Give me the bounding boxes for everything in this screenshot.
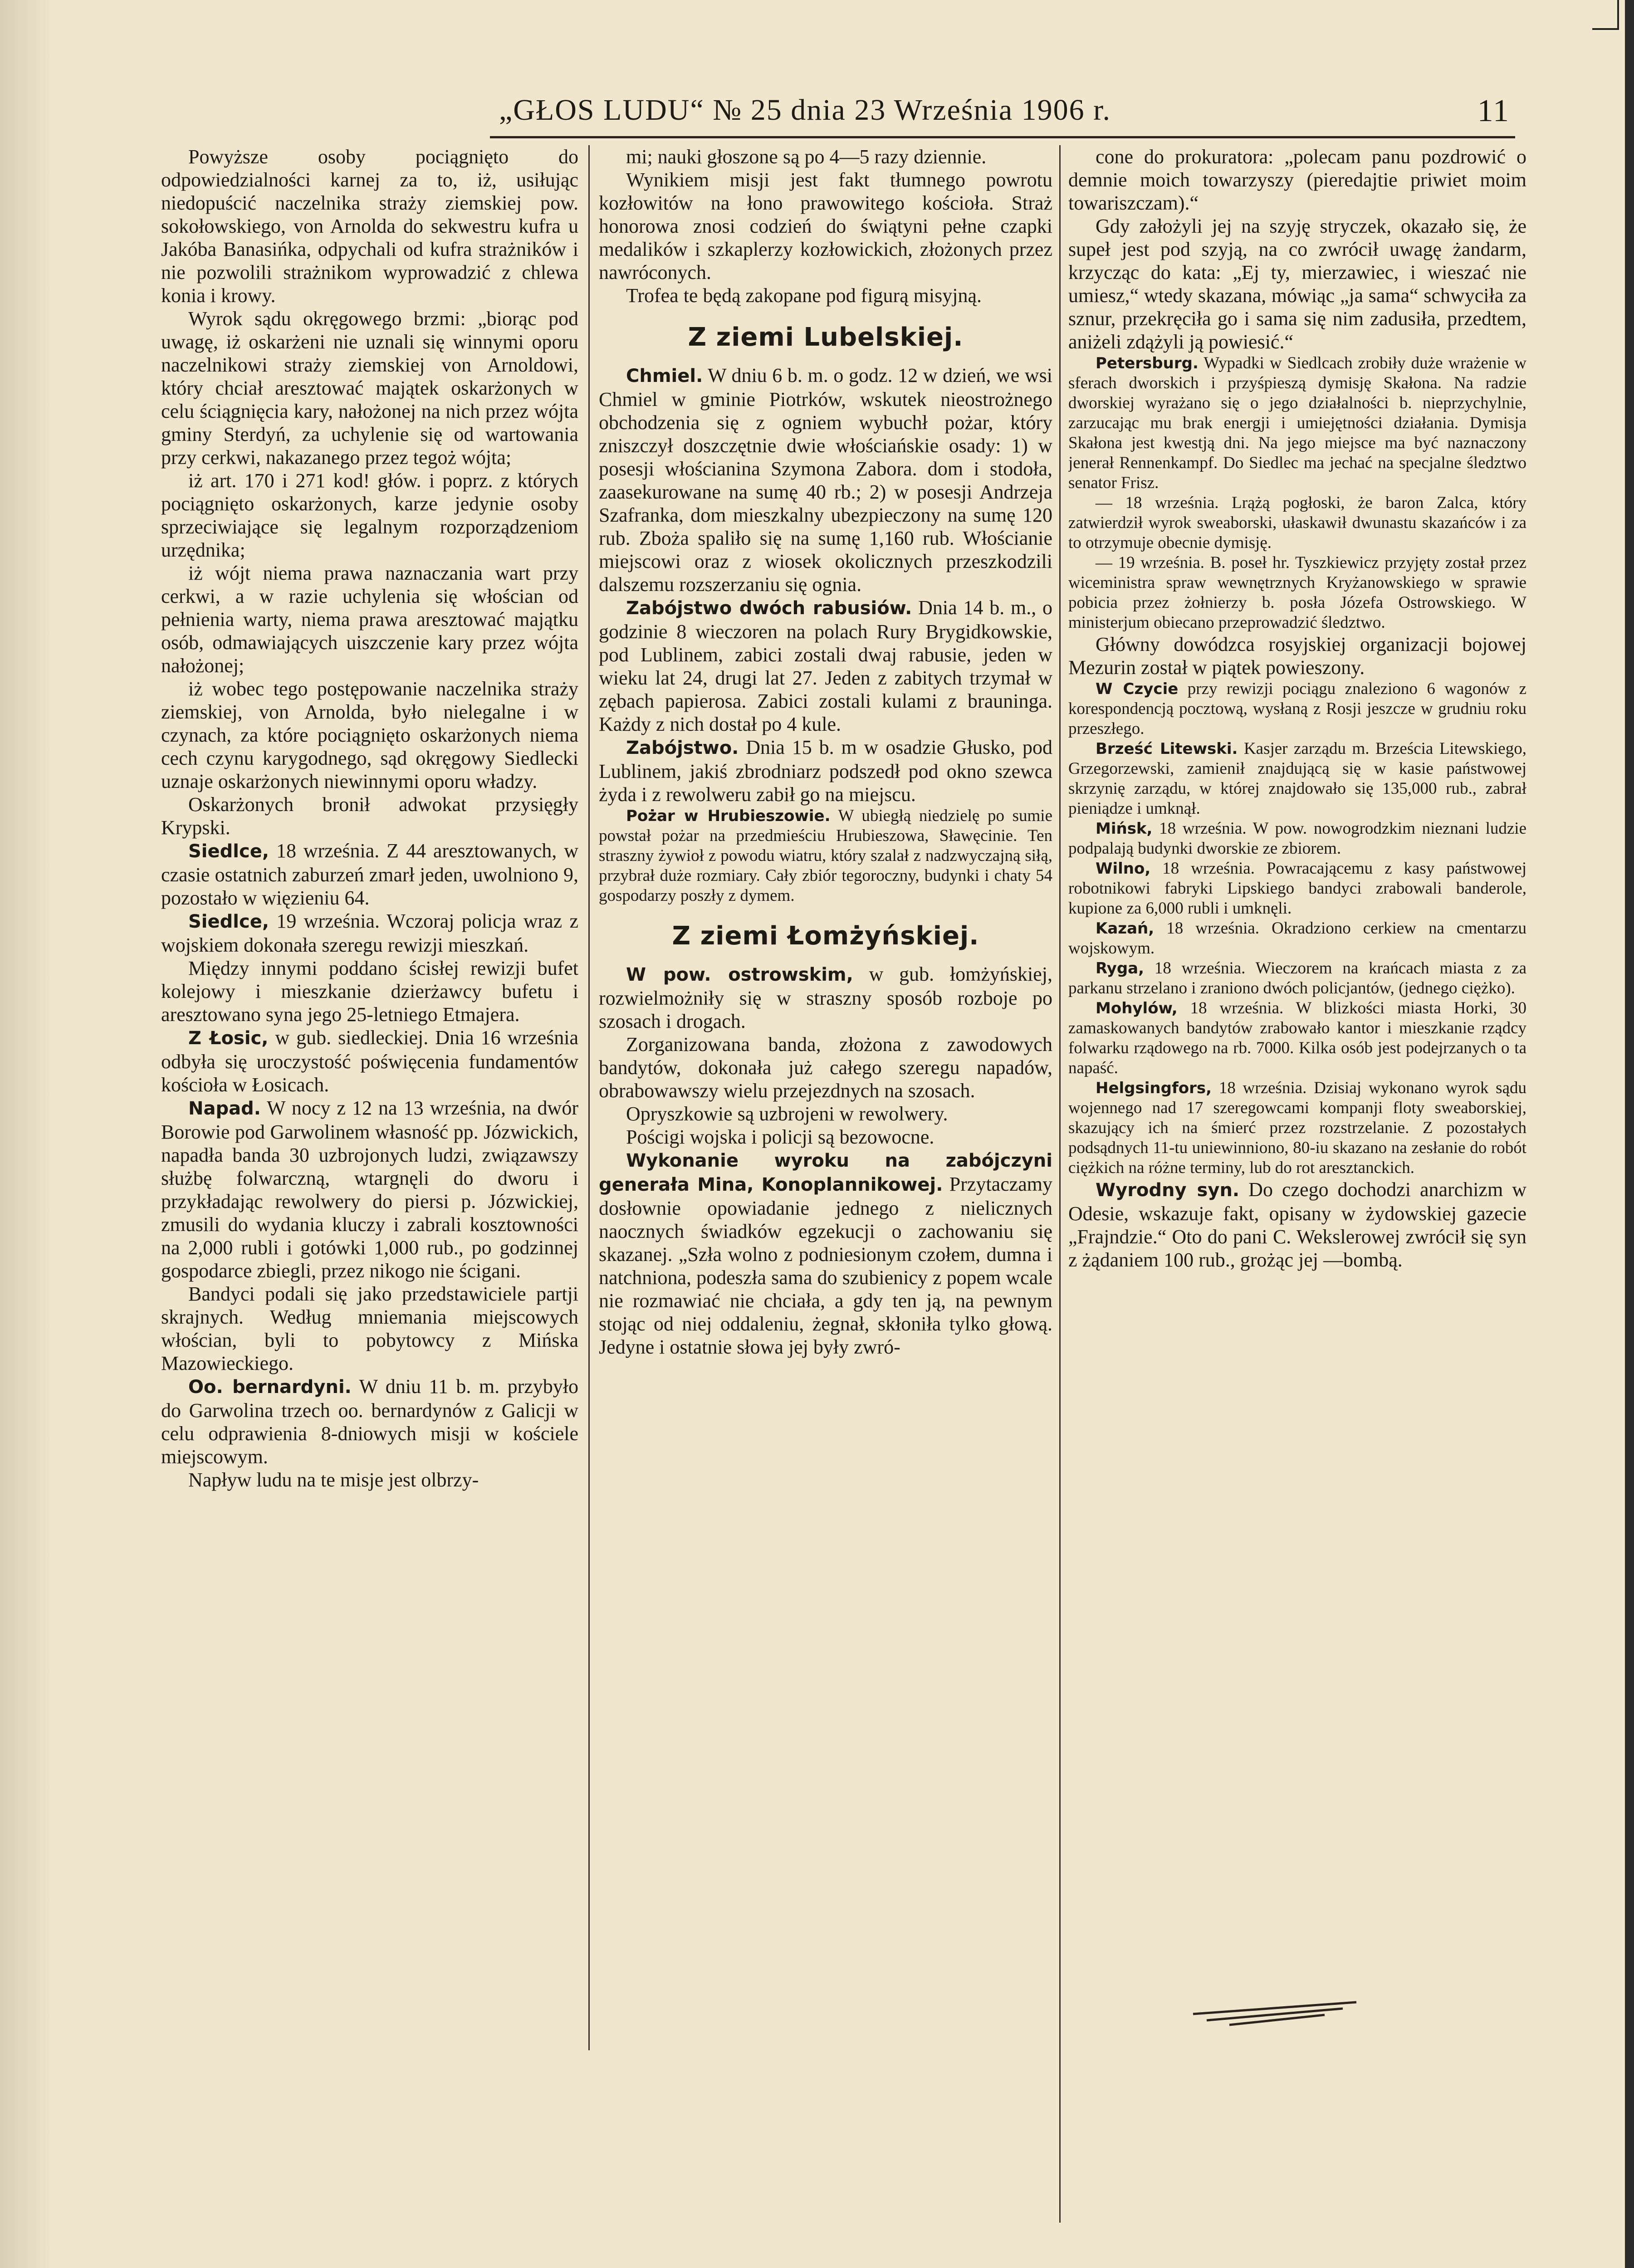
article-text: przy rewizji pociągu znaleziono 6 wagonów z korespondencją pocztową, wysłaną z Rosji jeszcze w grudniu roku przeszłego. xyxy=(1068,679,1526,738)
article-text: Zorganizowana banda, złożona z zawodowych bandytów, dokonała już całego szeregu napadów, obrabowawszy wielu przejezdnych na szosach. xyxy=(599,1033,1052,1102)
article-paragraph xyxy=(1068,819,1526,859)
article-lead: W pow. ostrowskim, xyxy=(626,964,853,985)
article-text: 18 września. Wieczorem na krańcach miasta z za parkanu strzelano i zraniono dwóch policjantów, (jednego ciężko). xyxy=(1068,959,1526,997)
closing-ornament xyxy=(1189,1996,1361,2028)
article-text: 18 września. Okradziono cerkiew na cmentarzu wojskowym. xyxy=(1068,919,1526,958)
header-title: „GŁOS LUDU“ № 25 dnia 23 Września 1906 r. xyxy=(499,93,1111,127)
article-paragraph xyxy=(1068,353,1526,493)
article-text: Napływ ludu na te misje jest olbrzy- xyxy=(188,1469,479,1491)
article-text: W nocy z 12 na 13 września, na dwór Borowie pod Garwolinem własność pp. Józwickich, napadła banda 30 uzbrojonych ludzi, związawszy służbę folwarczną, wtargnęli do dworu i przykładając rewolwery do piersi p. Józwickiej, zmusili do wydania kluczy i zabrali kosztowności na 2,000 rubli i gotówki 1,000 rub., po godzinnej gospodarce zbiegli, przez nikogo nie ścigani. xyxy=(161,1097,578,1282)
article-lead: Siedlce, xyxy=(188,841,269,862)
column-rule-2 xyxy=(1059,145,1061,2223)
article-paragraph xyxy=(599,596,1052,736)
article-paragraph xyxy=(161,145,578,307)
column-3 xyxy=(1068,145,1526,2223)
article-paragraph xyxy=(161,839,578,909)
article-paragraph xyxy=(161,793,578,839)
binding-shadow xyxy=(0,0,50,2268)
article-paragraph xyxy=(161,1026,578,1096)
article-paragraph xyxy=(1068,1078,1526,1178)
article-text: Gdy założyli jej na szyję stryczek, okazało się, że supeł jest pod szyją, na co zwrócił uwagę żandarm, krzycząc do kata: „Ej ty, mierzawiec, i wieszać nie umiesz,“ wtedy skazana, mówiąc „ja sama“ schwyciła za sznur, przekręciła go i sama się nim zadusiła, przedtem, aniżeli zdążyli ją powiesić.“ xyxy=(1068,215,1526,353)
article-text: W dniu 11 b. m. przybyło do Garwolina trzech oo. bernardynów z Galicji w celu odprawienia 8-dniowych misji w kościele miejscowym. xyxy=(161,1375,578,1468)
article-lead: Mohylów, xyxy=(1096,999,1178,1017)
article-paragraph xyxy=(161,1375,578,1468)
article-paragraph xyxy=(161,1096,578,1282)
article-paragraph xyxy=(599,1102,1052,1125)
article-paragraph xyxy=(599,145,1052,168)
article-paragraph xyxy=(1068,919,1526,958)
article-lead: Mińsk, xyxy=(1096,820,1153,838)
article-lead: Petersburg. xyxy=(1096,354,1199,372)
article-text: 18 września. Dzisiaj wykonano wyrok sądu wojennego nad 17 szeregowcami kompanji floty sweaborskiej, skazujący ich na śmierć przez rozstrzelanie. Z pozostałych podsądnych 11-tu uniewinniono, 80-iu skazano na zesłanie do robót ciężkich na różne terminy, lub do rot aresztanckich. xyxy=(1068,1079,1526,1177)
article-text: 18 września. W pow. nowogrodzkim nieznani ludzie podpalają budynki dworskie ze zbiorem. xyxy=(1068,819,1526,858)
article-text: Trofea te będą zakopane pod figurą misyjną. xyxy=(626,284,982,307)
article-text: — 19 września. B. poseł hr. Tyszkiewicz przyjęty został przez wiceministra spraw wewnętrznych Kryżanowskiego w sprawie pobicia przez żołnierzy b. posła Józefa Ostrowskiego. W ministerjum obiecano przeprowadzić śledztwo. xyxy=(1068,553,1526,632)
article-text: iż wójt niema prawa naznaczania wart przy cerkwi, a w razie uchylenia się włościan od pełnienia warty, niema prawa aresztować majątku osób, odmawiających uiszczenie kary przez wójta nałożonej; xyxy=(161,562,578,677)
article-lead: W Czycie xyxy=(1096,680,1179,698)
article-paragraph xyxy=(161,909,578,957)
article-paragraph xyxy=(161,677,578,793)
article-lead: Ryga, xyxy=(1096,959,1145,978)
article-text: iż wobec tego postępowanie naczelnika straży ziemskiej, von Arnolda, było nielegalne i w czynach, za które pociągnięto oskarżonych niema cech czynu karygodnego, sąd okręgowy Siedlecki uznaje oskarżonych niewinnymi oporu władzy. xyxy=(161,678,578,792)
article-lead: Chmiel. xyxy=(626,366,703,386)
article-lead: Zabójstwo. xyxy=(626,738,739,758)
article-paragraph xyxy=(599,364,1052,596)
article-paragraph xyxy=(599,284,1052,307)
column-rule-1 xyxy=(588,145,590,2050)
article-text: 18 września. Z 44 aresztowanych, w czasie ostatnich zaburzeń zmarł jeden, uwolniono 9, pozostało w więzieniu 64. xyxy=(161,840,578,909)
article-lead: Brześć Litewski. xyxy=(1096,740,1238,758)
article-text: Powyższe osoby pociągnięto do odpowiedzialności karnej za to, iż, usiłując niedopuścić naczelnika straży ziemskiej pow. sokołowskiego, von Arnolda do sekwestru kufra u Jakóba Banasińka, odpychali od kufra strażników i nie pozwolili strażnikom wyprowadzić z chlewa konia i krowy. xyxy=(161,146,578,307)
article-text: 18 września. W blizkości miasta Horki, 30 zamaskowanych bandytów zrabowało kantor i mieszkanie rządcy folwarku rządowego na rb. 7000. Kilka osób jest podejrzanych o ta napaść. xyxy=(1068,999,1526,1077)
article-text: — 18 września. Lrążą pogłoski, że baron Zalca, który zatwierdził wyrok sweaborski, ułaskawił dwunastu skazańców i za to otrzymuje obecnie dymisję. xyxy=(1068,494,1526,552)
article-paragraph xyxy=(161,1468,578,1491)
scan-edge xyxy=(1625,0,1634,2268)
article-paragraph xyxy=(599,1125,1052,1149)
article-text: Wypadki w Siedlcach zrobiły duże wrażenie w sferach dworskich i przyśpieszą dymisję Skałona. Na radzie dworskiej wyrażano się o jego działalności b. nieprzychylnie, zarzucając mu brak energji i umiejętności działania. Dymisja Skałona jest kwestją dni. Na jego miejsce ma być naznaczony jenerał Rennenkampf. Do Siedlec ma jechać na specjalne śledztwo senator Frisz. xyxy=(1068,354,1526,492)
article-lead: Wilno, xyxy=(1096,860,1151,878)
article-paragraph xyxy=(161,307,578,469)
article-text: cone do prokuratora: „polecam panu pozdrowić o demnie moich towarzyszy (pieredajtie priwiet moim towariszczam).“ xyxy=(1068,146,1526,214)
article-text: 18 września. Powracającemu z kasy państwowej robotnikowi fabryki Lipskiego bandyci zrabowali banderole, kupione za 6,000 rubli i umknęli. xyxy=(1068,859,1526,918)
article-text: Główny dowódzca rosyjskiej organizacji bojowej Mezurin został w piątek powieszony. xyxy=(1068,633,1526,679)
article-paragraph xyxy=(1068,859,1526,919)
article-paragraph xyxy=(1068,958,1526,998)
article-paragraph xyxy=(1068,215,1526,353)
article-lead: Zabójstwo dwóch rabusiów. xyxy=(626,598,912,619)
article-paragraph xyxy=(599,1033,1052,1102)
article-text: w gub. łomżyńskiej, rozwielmożniły się w straszny sposób rozboje po szosach i drogach. xyxy=(599,963,1052,1032)
article-text: Przytaczamy dosłownie opowiadanie jednego z nielicznych naocznych świadków egzekucji o zachowaniu się skazanej. „Szła wolno z podniesionym czołem, dumna i natchniona, podeszła sama do szubienicy z popem wcale nie rozmawiać nie chciała, a gdy ten ją, na pewnym stojąc od niej oddaleniu, żegnał, skłoniła tylko głową. Jedyne i ostatnie słowa jej były zwró- xyxy=(599,1173,1052,1358)
article-paragraph xyxy=(1068,145,1526,215)
article-text: Między innymi poddano ścisłej rewizji bufet kolejowy i mieszkanie dzierżawcy bufetu i aresztowano syna jego 25-letniego Etmajera. xyxy=(161,957,578,1026)
column-2 xyxy=(599,145,1052,2223)
article-paragraph xyxy=(1068,998,1526,1078)
article-text: Wynikiem misji jest fakt tłumnego powrotu kozłowitów na łono prawowitego kościoła. Straż honorowa znosi codzień do świątyni pełne czapki medalików i szkaplerzy kozłowickich, złożonych przez nawróconych. xyxy=(599,169,1052,284)
article-lead: Oo. bernardyni. xyxy=(188,1377,352,1398)
article-text: Dnia 14 b. m., o godzinie 8 wieczoren na polach Rury Brygidkowskie, pod Lublinem, zabici zostali dwaj rabusie, jeden w wieku lat 24, drugi lat 27. Jeden z zabitych trzymał w zębach papierosa. Zabici zostali kulami z brauninga. Każdy z nich dostał po 4 kule. xyxy=(599,596,1052,735)
article-paragraph xyxy=(161,562,578,677)
article-paragraph xyxy=(599,963,1052,1033)
article-text: Oskarżonych bronił adwokat przysięgły Krypski. xyxy=(161,793,578,839)
article-lead: Siedlce, xyxy=(188,911,269,932)
article-text: mi; nauki głoszone są po 4—5 razy dziennie. xyxy=(626,146,987,168)
article-text: 19 września. Wczoraj policja wraz z wojskiem dokonała szeregu rewizji mieszkań. xyxy=(161,910,578,956)
crop-mark xyxy=(1592,0,1619,30)
page-number: 11 xyxy=(1477,93,1510,128)
article-paragraph xyxy=(161,1282,578,1375)
article-paragraph xyxy=(161,469,578,562)
article-paragraph xyxy=(1068,739,1526,819)
article-text: Pościgi wojska i policji są bezowocne. xyxy=(626,1126,934,1148)
running-header xyxy=(499,93,1542,136)
article-text: Wyrok sądu okręgowego brzmi: „biorąc pod uwagę, iż oskarżeni nie uznali się winnymi oporu naczelnikowi straży ziemskiej von Arnoldowi, który chciał aresztować majątek oskarżonych w celu ściągnięcia kary, nałożonej na nich przez wójta gminy Sterdyń, za uchylenie się od wartowania przy cerkwi, nakazanego przez tegoż wójta; xyxy=(161,308,578,469)
article-paragraph xyxy=(1068,493,1526,553)
article-paragraph xyxy=(599,168,1052,284)
article-lead: Z Łosic, xyxy=(188,1028,269,1049)
article-text: Dnia 15 b. m w osadzie Głusko, pod Lublinem, jakiś zbrodniarz podszedł pod okno szewca żyda i z rewolweru zabił go na miejscu. xyxy=(599,736,1052,806)
article-lead: Wykonanie wyroku na zabójczyni generała Mina, Konoplannikowej. xyxy=(599,1150,1052,1195)
article-text: Bandyci podali się jako przedstawiciele partji skrajnych. Według mniemania miejscowych włościan, byli to pobytowcy z Mińska Mazowieckiego. xyxy=(161,1283,578,1374)
article-text: iż art. 170 i 271 kod! głów. i poprz. z których pociągnięto oskarżonych, karze jedynie osoby sprzeciwiające się legalnym rozporządzeniom urzędnika; xyxy=(161,469,578,561)
article-paragraph xyxy=(1068,553,1526,633)
article-paragraph xyxy=(161,957,578,1026)
article-lead: Kazań, xyxy=(1096,919,1155,938)
article-lead: Helgsingfors, xyxy=(1096,1079,1212,1097)
article-lead: Napad. xyxy=(188,1098,261,1119)
article-lead: Pożar w Hrubieszowie. xyxy=(626,807,831,825)
article-lead: Wyrodny syn. xyxy=(1096,1180,1240,1201)
article-paragraph xyxy=(1068,679,1526,739)
article-text: Do czego dochodzi anarchizm w Odesie, wskazuje fakt, opisany w żydowskiej gazecie „Frajndzie.“ Oto do pani C. Wekslerowej zwrócił się syn z żądaniem 100 rub., grożąc jej —bombą. xyxy=(1068,1178,1526,1271)
article-paragraph xyxy=(1068,1178,1526,1271)
article-paragraph xyxy=(1068,633,1526,679)
header-rule xyxy=(490,136,1515,138)
article-text: W dniu 6 b. m. o godz. 12 w dzień, we wsi Chmiel w gminie Piotrków, wskutek nieostrożnego obchodzenia się z ogniem wybuchł pożar, który zniszczył doszczętnie dwie włościańskie osady: 1) w posesji włościanina Szymona Zabora. dom i stodoła, zaasekurowane na sumę 40 rb.; 2) w posesji Andrzeja Szafranka, dom mieszkalny ubezpieczony na sumę 120 rub. Zboża spaliło się na sumę 1,160 rub. Włościanie miejscowi oraz z wiosek okolicznych przeszkodzili dalszemu rozszerzaniu się ognia. xyxy=(599,364,1052,596)
section-heading: Z ziemi Łomżyńskiej. xyxy=(672,921,979,951)
article-text: W ubiegłą niedzielę po sumie powstał pożar na przedmieściu Hrubieszowa, Sławęcinie. Ten straszny żywioł z powodu wiatru, który szalał z nadzwyczajną siłą, przybrał duże rozmiary. Cały zbiór tegoroczny, budynki i chaty 54 gospodarzy poszły z dymem. xyxy=(599,807,1052,905)
article-paragraph xyxy=(599,736,1052,806)
article-text: w gub. siedleckiej. Dnia 16 września odbyła się uroczystość poświęcenia fundamentów kościoła w Łosicach. xyxy=(161,1026,578,1096)
article-text: Opryszkowie są uzbrojeni w rewolwery. xyxy=(626,1103,948,1125)
article-paragraph xyxy=(599,806,1052,906)
section-heading: Z ziemi Lubelskiej. xyxy=(688,323,964,352)
column-1 xyxy=(161,145,578,2223)
article-text: Kasjer zarządu m. Brześcia Litewskiego, Grzegorzewski, zamienił znajdującą się w kasie państwowej skrzynię zarządu, w której znajdowało się 135,000 rub., zabrał pieniądze i umknął. xyxy=(1068,739,1526,818)
article-paragraph xyxy=(599,1149,1052,1359)
